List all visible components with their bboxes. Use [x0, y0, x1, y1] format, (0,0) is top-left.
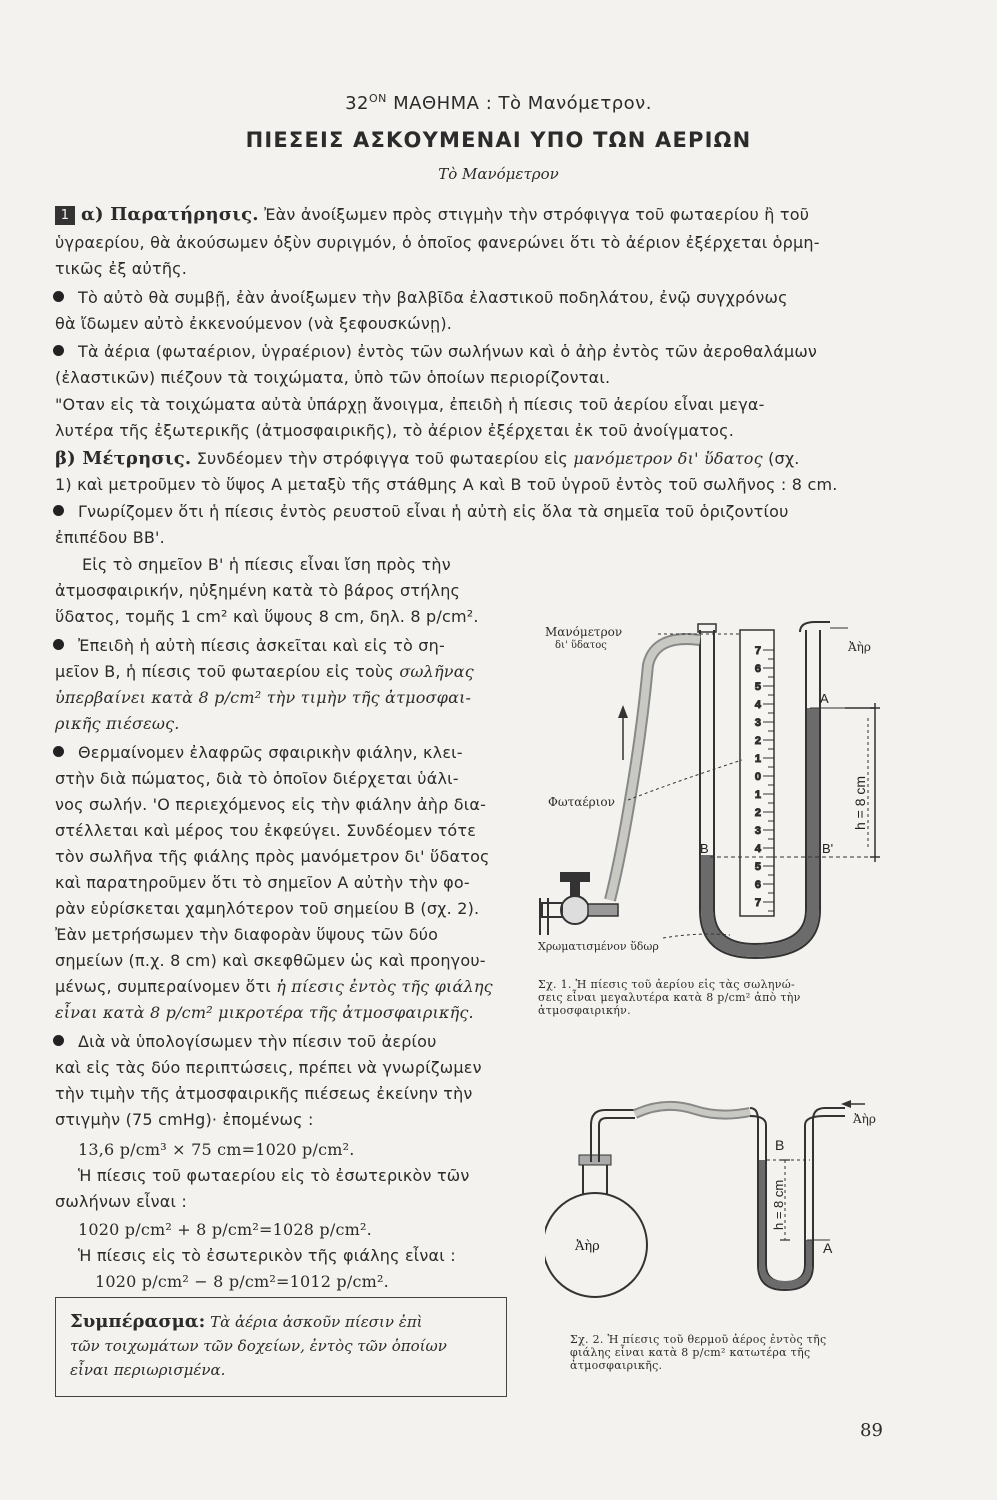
fig1-label-A: A — [820, 691, 829, 706]
column-line: στὴν διὰ πώματος, διὰ τὸ ὁποῖον διέρχεται ὑάλι- — [55, 769, 459, 788]
column-line: Εἰς τὸ σημεῖον Β' ἡ πίεσις εἶναι ἴση πρὸς τὴν — [82, 555, 451, 574]
column-line: ὑπερβαίνει κατὰ 8 p/cm² τὴν τιμὴν τῆς ἀτμοσφαι- — [55, 688, 472, 707]
paragraph-a-line-5: θὰ ἴδωμεν αὐτὸ ἐκκενούμενον (νὰ ξεφουσκώνῃ). — [55, 314, 453, 333]
scale-label: 2 — [754, 735, 761, 747]
column-line: τὸν σωλῆνα τῆς φιάλης πρὸς μανόμετρον δι' ὕδατος — [55, 847, 490, 866]
scale-label: 1 — [754, 789, 761, 801]
column-line: καὶ παρατηροῦμεν ὅτι τὸ σημεῖον Α αὐτὴν τὴν φο- — [55, 873, 470, 892]
scale-label: 2 — [754, 807, 761, 819]
scale-label: 7 — [754, 645, 761, 657]
column-line: ἀτμοσφαιρικήν, ηὐξημένη κατὰ τὸ βάρος στήλης — [55, 581, 461, 600]
paragraph-a-line-3: τικῶς ἐξ αὐτῆς. — [55, 259, 188, 278]
fig1-water-label: Χρωματισμένον ὕδωρ — [538, 940, 659, 953]
scale-label: 3 — [754, 825, 761, 837]
column-line: νος σωλήν. 'Ο περιεχόμενος εἰς τὴν φιάλην ἀὴρ δια- — [55, 795, 487, 814]
column-line: ὕδατος, τομῆς 1 cm² καὶ ὕψους 8 cm, δηλ. 8 p/cm². — [55, 607, 479, 626]
section-a-heading: α) Παρατήρησις. — [81, 204, 259, 225]
paragraph-a-line-2: ὑγραερίου, θὰ ἀκούσωμεν ὀξὺν συριγμόν, ὁ ὁποῖος φανερώνει ὅτι τὸ ἀέριον ἐξέρχεται ὁρμη- — [55, 233, 820, 252]
column-line: στέλλεται καὶ μέρος του ἐκφεύγει. Συνδέομεν τότε — [55, 821, 477, 840]
fig1-label-Bp: B' — [822, 841, 834, 856]
column-line: εἶναι κατὰ 8 p/cm² μικροτέρα τῆς ἀτμοσφαιρικῆς. — [55, 1003, 474, 1022]
calculation: 1020 p/cm² − 8 p/cm²=1012 p/cm². — [95, 1272, 389, 1291]
column-line: μένως, συμπεραίνομεν ὅτι ἡ πίεσις ἐντὸς τῆς φιάλης — [55, 977, 493, 996]
paragraph-b-line-2: 1) καὶ μετροῦμεν τὸ ὕψος Α μεταξὺ τῆς στάθμης Α καὶ Β τοῦ ὑγροῦ ἐντὸς τοῦ σωλῆνος : 8 cm. — [55, 475, 838, 494]
scale-label: 0 — [754, 771, 761, 783]
column-line: Θερμαίνομεν ἐλαφρῶς σφαιρικὴν φιάλην, κλει- — [55, 740, 520, 765]
fig1-manometer-label: Μανόμετρον δι' ὕδατος — [545, 625, 623, 651]
fig1-label-B: B — [700, 841, 709, 856]
figure-2-flask-manometer — [545, 1100, 965, 1330]
column-line: Ἐπειδὴ ἡ αὐτὴ πίεσις ἀσκεῖται καὶ εἰς τὸ ση- — [55, 633, 520, 658]
bullet-icon — [53, 345, 64, 356]
paragraph-a-line-4: Τὸ αὐτὸ θὰ συμβῇ, ἐὰν ἀνοίξωμεν τὴν βαλβῖδα ἐλαστικοῦ ποδηλάτου, ἐνῷ συγχρόνως — [55, 285, 885, 310]
fig2-label-B: B — [775, 1137, 785, 1153]
column-line: Διὰ νὰ ὑπολογίσωμεν τὴν πίεσιν τοῦ ἀερίου — [55, 1029, 520, 1054]
column-line: μεῖον Β, ἡ πίεσις τοῦ φωταερίου εἰς τοὺς σωλῆνας — [55, 662, 474, 681]
column-line: Ἡ πίεσις εἰς τὸ ἐσωτερικὸν τῆς φιάλης εἶναι : — [78, 1246, 456, 1265]
fig1-air-label: Ἀὴρ — [848, 640, 871, 654]
bullet-icon — [53, 291, 64, 302]
paragraph-a-line-8: "Οταν εἰς τὰ τοιχώματα αὐτὰ ὑπάρχῃ ἄνοιγμα, ἐπειδὴ ἡ πίεσις τοῦ ἀερίου εἶναι μεγα- — [55, 395, 765, 414]
paragraph-a-line-9: λυτέρα τῆς ἐξωτερικῆς (ἀτμοσφαιρικῆς), τὸ ἀέριον ἐξέρχεται ἐκ τοῦ ἀνοίγματος. — [55, 421, 735, 440]
paragraph-a-line-6: Τὰ ἀέρια (φωταέριον, ὑγραέριον) ἐντὸς τῶν σωλήνων καὶ ὁ ἀὴρ ἐντὸς τῶν ἀεροθαλάμων — [55, 339, 885, 364]
paragraph-b-line-4: ἐπιπέδου ΒΒ'. — [55, 528, 165, 547]
figure-2-caption: Σχ. 2. Ἡ πίεσις τοῦ θερμοῦ ἀέρος ἐντὸς τῆς φιάλης εἶναι κατὰ 8 p/cm² κατωτέρα τῆς ἀτμοσφαιρικῆς. — [570, 1333, 827, 1372]
figure-1-caption: Σχ. 1. Ἡ πίεσις τοῦ ἀερίου εἰς τὰς σωληνώ- σεις εἶναι μεγαλυτέρα κατὰ 8 p/cm² ἀπὸ τὴν ἀτμοσφαιρικήν. — [538, 978, 801, 1017]
scale-label: 5 — [754, 861, 761, 873]
column-line: ρικῆς πιέσεως. — [55, 714, 180, 733]
column-line: Ἐὰν μετρήσωμεν τὴν διαφορὰν ὕψους τῶν δύο — [55, 925, 439, 944]
column-line: καὶ εἰς τὰς δύο περιπτώσεις, πρέπει νὰ γνωρίζωμεν — [55, 1058, 482, 1077]
page-subtitle: Τὸ Μανόμετρον — [438, 165, 559, 183]
column-line: τὴν τιμὴν τῆς ἀτμοσφαιρικῆς πιέσεως ἐκείνην τὴν — [55, 1084, 473, 1103]
scale-label: 4 — [754, 699, 761, 711]
fig2-air-label: Ἀὴρ — [853, 1112, 876, 1126]
page-number: 89 — [860, 1420, 883, 1441]
fig1-gas-label: Φωταέριον — [548, 795, 615, 809]
calculation: 1020 p/cm² + 8 p/cm²=1028 p/cm². — [78, 1220, 372, 1239]
scale-label: 6 — [754, 663, 761, 675]
scale-label: 5 — [754, 681, 761, 693]
paragraph-a-line-7: (ἐλαστικῶν) πιέζουν τὰ τοιχώματα, ὑπὸ τῶν ὁποίων περιορίζονται. — [55, 368, 611, 387]
paragraph-a-line-1: 1 α) Παρατήρησις. Ἐὰν ἀνοίξωμεν πρὸς στιγμὴν τὴν στρόφιγγα τοῦ φωταερίου ἢ τοῦ — [55, 202, 885, 227]
fig1-height-label: h = 8 cm — [852, 775, 868, 830]
scale-label: 1 — [754, 753, 761, 765]
column-line: σημείων (π.χ. 8 cm) καὶ σκεφθῶμεν ὡς καὶ προηγου- — [55, 951, 486, 970]
column-line: ρὰν εὑρίσκεται χαμηλότερον τοῦ σημείου Β (σχ. 2). — [55, 899, 480, 918]
fig2-height-label: h = 8 cm — [771, 1179, 786, 1230]
scale-label: 6 — [754, 879, 761, 891]
scale-label: 4 — [754, 843, 761, 855]
page-title: ΠΙΕΣΕΙΣ ΑΣΚΟΥΜΕΝΑΙ ΥΠΟ ΤΩΝ ΑΕΡΙΩΝ — [245, 128, 752, 152]
calculation: 13,6 p/cm³ × 75 cm=1020 p/cm². — [78, 1140, 355, 1159]
bullet-icon — [53, 746, 64, 757]
paragraph-b-line-1: β) Μέτρησις. Συνδέομεν τὴν στρόφιγγα τοῦ φωταερίου εἰς μανόμετρον δι' ὕδατος (σχ. — [55, 448, 800, 469]
bullet-icon — [53, 639, 64, 650]
column-line: στιγμὴν (75 cmHg)· ἐπομένως : — [55, 1110, 314, 1129]
section-number-box: 1 — [55, 206, 75, 225]
paragraph-b-line-3: Γνωρίζομεν ὅτι ἡ πίεσις ἐντὸς ρευστοῦ εἶναι ἡ αὐτὴ εἰς ὅλα τὰ σημεῖα τοῦ ὁριζοντίου — [55, 499, 885, 524]
scale-label: 7 — [754, 897, 761, 909]
scale-label: 3 — [754, 717, 761, 729]
section-b-heading: β) Μέτρησις. — [55, 448, 192, 469]
column-line: σωλήνων εἶναι : — [55, 1192, 187, 1211]
bullet-icon — [53, 505, 64, 516]
fig2-label-A: A — [823, 1240, 833, 1256]
fig2-flask-air-label: Ἀὴρ — [575, 1239, 600, 1254]
lesson-heading: $32^{ON}$ ΜΑΘΗΜΑ : Τὸ Μανόμετρον. — [345, 92, 652, 114]
conclusion-label: Συμπέρασμα: — [70, 1311, 206, 1332]
bullet-icon — [53, 1035, 64, 1046]
column-line: Ἡ πίεσις τοῦ φωταερίου εἰς τὸ ἐσωτερικὸν τῶν — [78, 1166, 470, 1185]
conclusion-box: Συμπέρασμα: Τὰ ἀέρια ἀσκοῦν πίεσιν ἐπὶ τῶν τοιχωμάτων τῶν δοχείων, ἐντὸς τῶν ὁποίων εἶναι περιωρισμένα. — [55, 1297, 507, 1397]
